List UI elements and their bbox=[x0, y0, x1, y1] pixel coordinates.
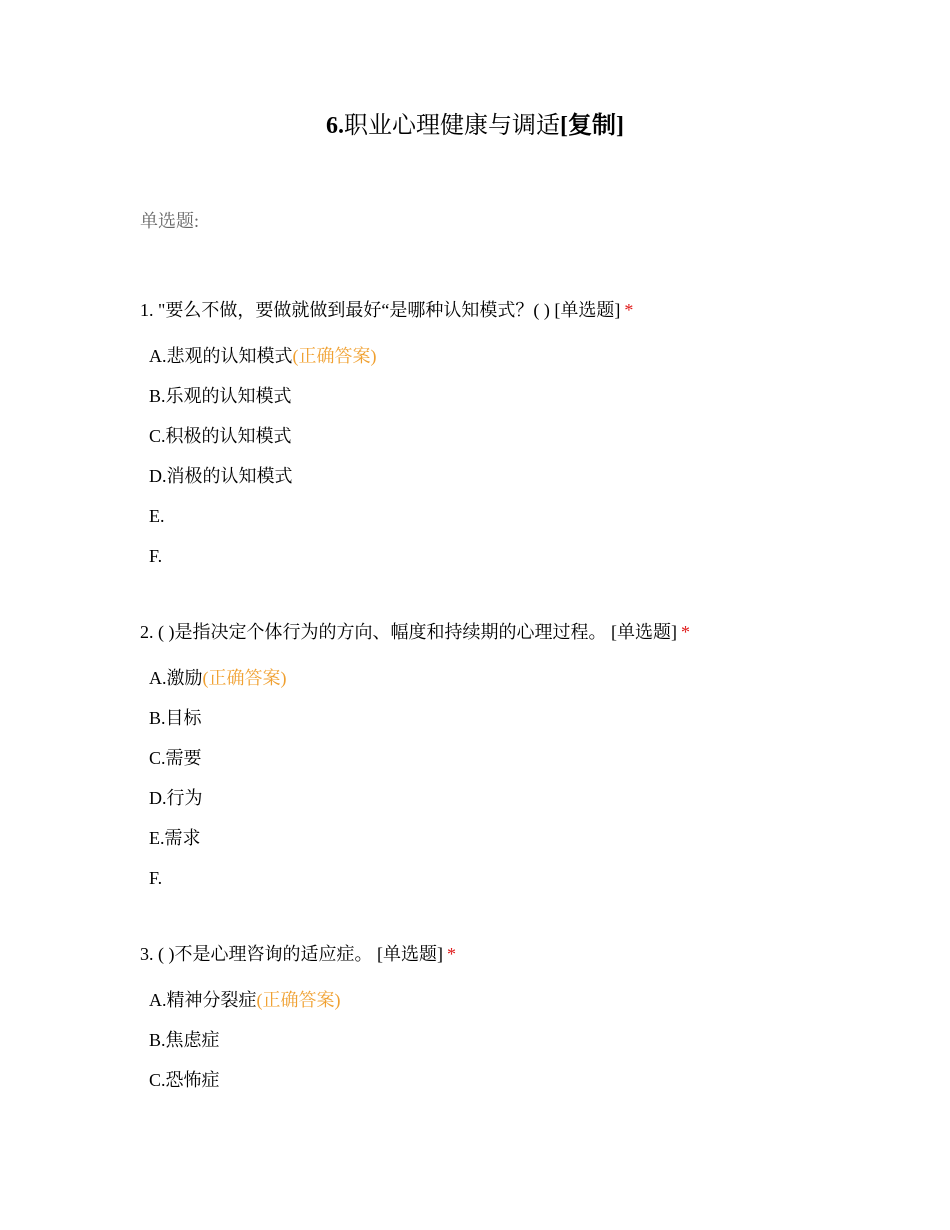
option-f[interactable] bbox=[149, 544, 900, 568]
option-list bbox=[140, 344, 900, 568]
question-text-content: 3. ( )不是心理咨询的适应症。 [单选题] bbox=[140, 944, 443, 964]
option-label: B.焦虑症 bbox=[149, 1030, 220, 1050]
option-label: B.目标 bbox=[149, 708, 202, 728]
correct-answer-tag: (正确答案) bbox=[202, 668, 287, 688]
option-label: F. bbox=[149, 546, 163, 566]
question-text bbox=[140, 620, 900, 644]
required-marker: * bbox=[680, 622, 690, 642]
question-1 bbox=[140, 298, 900, 568]
option-b[interactable] bbox=[149, 1028, 900, 1052]
option-d[interactable] bbox=[149, 464, 900, 488]
title-number: 6. bbox=[326, 113, 344, 139]
option-b[interactable] bbox=[149, 384, 900, 408]
option-label: F. bbox=[149, 868, 163, 888]
option-label: C.需要 bbox=[149, 748, 202, 768]
option-label: D.消极的认知模式 bbox=[149, 466, 293, 486]
option-c[interactable] bbox=[149, 1068, 900, 1092]
required-marker: * bbox=[446, 944, 456, 964]
question-3 bbox=[140, 942, 900, 1092]
option-d[interactable] bbox=[149, 786, 900, 810]
question-text-content: 2. ( )是指决定个体行为的方向、幅度和持续期的心理过程。 [单选题] bbox=[140, 622, 677, 642]
option-a[interactable] bbox=[149, 666, 900, 690]
option-e[interactable] bbox=[149, 826, 900, 850]
title-suffix: [复制] bbox=[560, 113, 624, 139]
section-label: 单选题: bbox=[140, 211, 200, 231]
option-e[interactable] bbox=[149, 504, 900, 528]
correct-answer-tag: (正确答案) bbox=[292, 346, 377, 366]
title-text: 职业心理健康与调适 bbox=[344, 113, 560, 139]
question-text-content: 1. "要么不做，要做就做到最好“是哪种认知模式？( ) [单选题] bbox=[140, 300, 621, 320]
option-list bbox=[140, 988, 900, 1092]
option-label: E.需求 bbox=[149, 828, 201, 848]
option-label: C.积极的认知模式 bbox=[149, 426, 292, 446]
option-label: E. bbox=[149, 506, 165, 526]
option-b[interactable] bbox=[149, 706, 900, 730]
option-label: A.精神分裂症 bbox=[149, 990, 257, 1010]
option-label: D.行为 bbox=[149, 788, 203, 808]
question-text bbox=[140, 942, 900, 966]
option-f[interactable] bbox=[149, 866, 900, 890]
option-label: B.乐观的认知模式 bbox=[149, 386, 292, 406]
option-list bbox=[140, 666, 900, 890]
option-c[interactable] bbox=[149, 424, 900, 448]
option-label: A.悲观的认知模式 bbox=[149, 346, 293, 366]
question-text bbox=[140, 298, 900, 322]
page-title bbox=[0, 111, 950, 141]
question-2 bbox=[140, 620, 900, 890]
option-c[interactable] bbox=[149, 746, 900, 770]
option-label: C.恐怖症 bbox=[149, 1070, 220, 1090]
option-a[interactable] bbox=[149, 988, 900, 1012]
option-a[interactable] bbox=[149, 344, 900, 368]
correct-answer-tag: (正确答案) bbox=[256, 990, 341, 1010]
option-label: A.激励 bbox=[149, 668, 203, 688]
required-marker: * bbox=[624, 300, 634, 320]
